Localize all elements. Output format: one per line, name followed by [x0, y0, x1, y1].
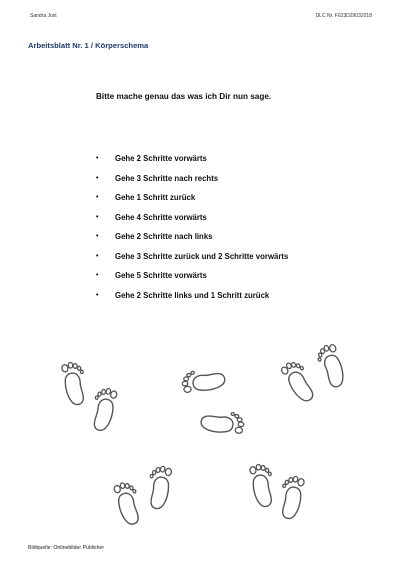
step-list — [96, 152, 306, 308]
step-text: Gehe 4 Schritte vorwärts — [115, 212, 207, 222]
list-item — [96, 172, 306, 185]
step-text: Gehe 1 Schritt zurück — [115, 193, 196, 202]
step-text: Gehe 2 Schritte links und 1 Schritt zurück — [115, 290, 270, 300]
worksheet-title: Arbeitsblatt Nr. 1 / Körperschema — [28, 41, 149, 50]
bullet-icon: • — [96, 174, 99, 182]
step-text: Gehe 3 Schritte nach rechts — [115, 173, 219, 183]
list-item — [96, 289, 306, 302]
instruction-text: Bitte mache genau das was ich Dir nun sage. — [96, 92, 272, 101]
footprints-pair-icon — [280, 343, 348, 405]
step-text: Gehe 5 Schritte vorwärts — [115, 271, 207, 280]
list-item — [96, 211, 306, 224]
footprints-pair-icon — [61, 361, 118, 433]
bullet-icon: • — [96, 213, 99, 221]
footprints-pair-icon — [113, 465, 172, 527]
header-dlc-number: DLC Nr. F023D29032018 — [315, 13, 372, 19]
bullet-icon: • — [96, 272, 99, 279]
list-item — [96, 230, 306, 243]
footprints-pair-icon — [249, 463, 305, 521]
bullet-icon: • — [96, 155, 99, 162]
bullet-icon: • — [96, 233, 99, 240]
step-text: Gehe 2 Schritte vorwärts — [115, 154, 207, 163]
list-item — [96, 152, 306, 165]
bullet-icon: • — [96, 291, 99, 299]
footprints-illustration — [0, 340, 400, 540]
list-item — [96, 250, 306, 263]
list-item — [96, 191, 306, 204]
header-author: Sandra Jost — [30, 13, 57, 19]
step-text: Gehe 2 Schritte nach links — [115, 232, 213, 241]
step-text: Gehe 3 Schritte zurück und 2 Schritte vorwärts — [115, 251, 289, 261]
image-source-credit: Bildquelle: Onlinebilder Publisher — [28, 545, 105, 551]
bullet-icon: • — [96, 252, 99, 260]
bullet-icon: • — [96, 194, 99, 201]
list-item — [96, 269, 306, 282]
footprints-pair-icon — [181, 369, 244, 434]
